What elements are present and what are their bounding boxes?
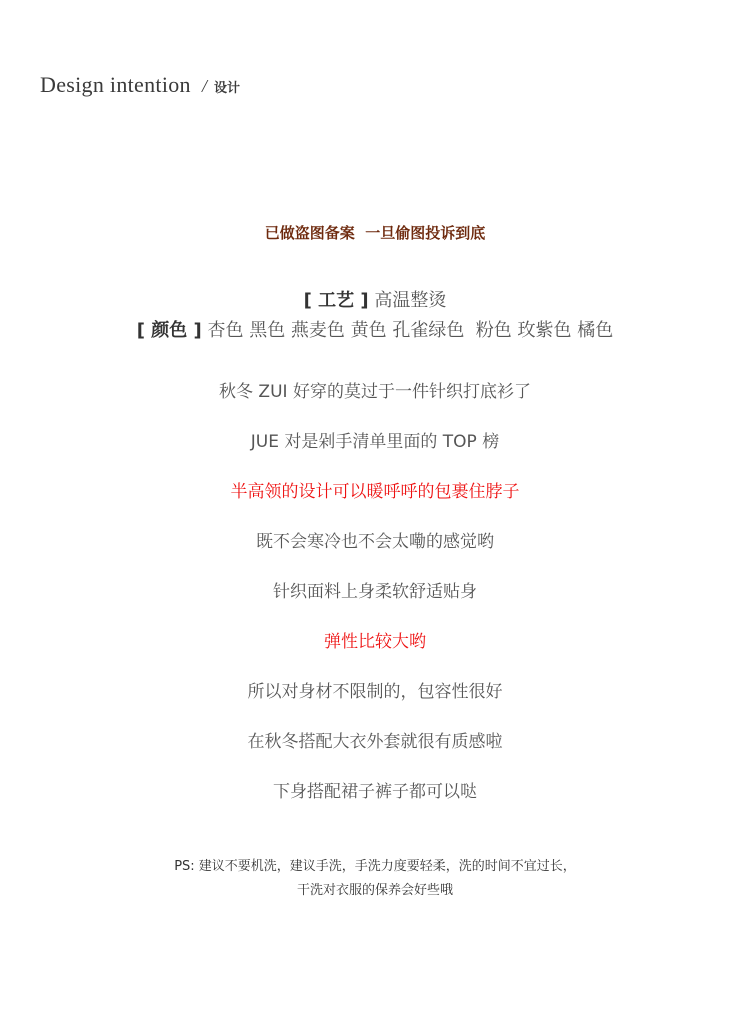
ps-note-line-1: PS: 建议不要机洗，建议手洗，手洗力度要轻柔，洗的时间不宜过长， — [174, 859, 576, 874]
description-line-highlight: 半高领的设计可以暖呼呼的包裹住脖子 — [230, 482, 520, 502]
spec-color-key: [ 颜色 ] — [136, 320, 202, 341]
spec-craft-value: 高温整烫 — [368, 290, 447, 311]
section-header — [40, 72, 240, 98]
copyright-notice: 已做盗图备案 一旦偷图投诉到底 — [264, 224, 486, 242]
description-line: 针织面料上身柔软舒适贴身 — [273, 582, 477, 602]
spec-color — [0, 316, 750, 342]
description-line-highlight: 弹性比较大哟 — [324, 632, 426, 652]
description-line: 下身搭配裙子裤子都可以哒 — [273, 782, 477, 802]
description-line: JUE 对是剁手清单里面的 TOP 榜 — [250, 432, 500, 452]
header-separator: / — [201, 76, 207, 96]
spec-craft-key: [ 工艺 ] — [303, 290, 369, 311]
header-title-en: Design intention — [40, 72, 191, 97]
description-line: 秋冬 ZUI 好穿的莫过于一件针织打底衫了 — [219, 382, 531, 402]
description-line: 所以对身材不限制的，包容性很好 — [247, 682, 503, 702]
description-line: 既不会寒冷也不会太嘞的感觉哟 — [256, 532, 494, 552]
description-line: 在秋冬搭配大衣外套就很有质感啦 — [247, 732, 503, 752]
header-title-zh: 设计 — [214, 81, 241, 96]
spec-craft — [0, 286, 750, 312]
spec-color-value: 杏色 黑色 燕麦色 黄色 孔雀绿色 粉色 玫紫色 橘色 — [201, 320, 614, 341]
ps-note-line-2: 干洗对衣服的保养会好些哦 — [296, 883, 453, 898]
